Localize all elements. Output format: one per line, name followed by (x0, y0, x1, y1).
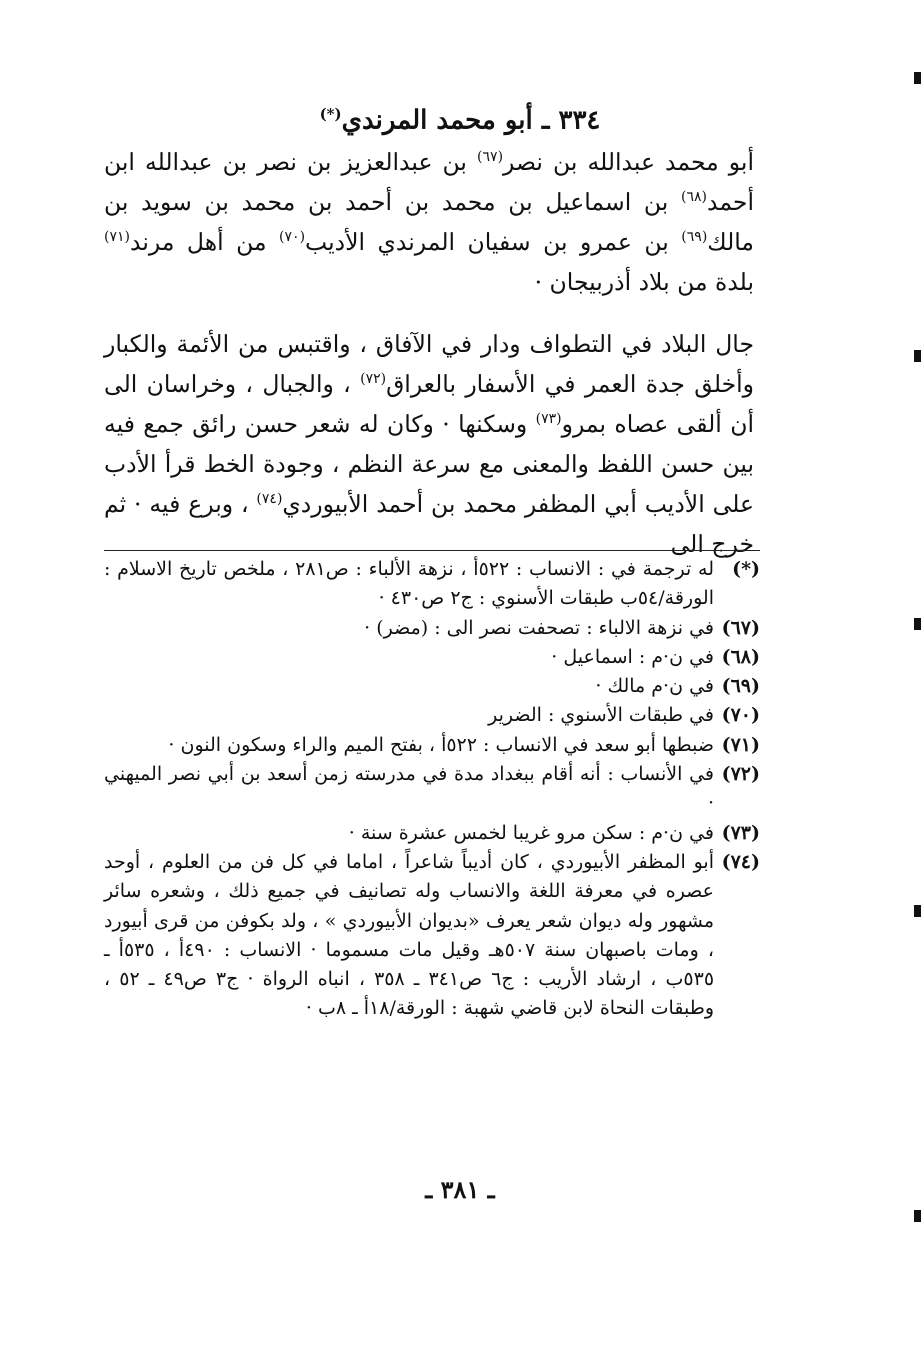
footnote-item (104, 701, 760, 730)
footnote-number: (٦٩) (721, 675, 760, 698)
paragraph-text-run: من أهل مرند (129, 228, 280, 256)
binding-edge-mark (914, 1210, 921, 1222)
paragraph-text-run: بن عبدالعزيز بن نصر بن عبدالله ابن أحمد (104, 148, 754, 216)
footnote-item (104, 672, 760, 701)
footnote-text: في ن·م : سكن مرو غريبا لخمس عشرة سنة · (348, 821, 714, 844)
paragraph-text-run: ، والجبال ، وخراسان الى أن ألقى عصاه بمرو (104, 370, 754, 438)
paragraph-text-run: وسكنها · وكان له شعر حسن رائق جمع فيه بين حسن اللفظ والمعنى مع سرعة النظم ، وجودة الخط قرأ الأدب على الأديب أبي المظفر محمد بن أحمد الأبيوردي (104, 410, 754, 518)
biography-paragraph-travels (104, 324, 754, 564)
binding-edge-mark (914, 72, 921, 84)
paragraph-text-run: بلدة من بلاد أذربيجان · (534, 268, 754, 296)
footnote-item (104, 643, 760, 672)
binding-edge-mark (914, 905, 921, 917)
footnote-text: له ترجمة في : الانساب : ٥٢٢أ ، نزهة الألباء : ص٢٨١ ، ملخص تاريخ الاسلام : الورقة/٥٤ب طبقات الأسنوي : ج٢ ص٤٣٠ · (104, 558, 714, 610)
footnote-number: (٧١) (721, 733, 760, 756)
footnote-text: في نزهة الالباء : تصحفت نصر الى : (مضر) · (364, 616, 714, 639)
binding-edge-mark (914, 350, 921, 362)
footnote-reference: (٧٤) (256, 491, 283, 508)
footnote-reference: (٦٨) (681, 189, 708, 206)
biography-paragraph-lineage (104, 142, 754, 302)
footnote-item (104, 848, 760, 1024)
footnote-item (104, 760, 760, 819)
entry-title-marker: (*) (319, 105, 342, 123)
footnote-item (104, 731, 760, 760)
paragraph-text-run: ، وبرع فيه · ثم خرج الى (104, 490, 754, 558)
footnote-number: (*) (732, 558, 760, 580)
paragraph-text-run: جال البلاد في التطواف ودار في الآفاق ، واقتبس من الأئمة والكبار وأخلق جدة العمر في الأسفار بالعراق (104, 330, 755, 398)
footnote-number: (٧٢) (721, 763, 760, 786)
footnote-separator (104, 550, 760, 551)
footnote-text: في طبقات الأسنوي : الضرير (488, 704, 714, 727)
footnote-reference: (٧٣) (535, 411, 562, 428)
footnote-text: في ن·م : اسماعيل · (551, 645, 714, 668)
footnote-reference: (٧٠) (279, 229, 306, 246)
footnote-reference: (٧١) (104, 229, 130, 246)
footnote-number: (٧٤) (721, 850, 760, 873)
footnote-text: في ن·م مالك · (595, 675, 714, 698)
entry-heading (150, 96, 770, 139)
footnote-item (104, 555, 760, 614)
footnote-reference: (٧٢) (360, 371, 387, 388)
footnote-number: (٦٧) (721, 616, 760, 639)
footnote-item (104, 819, 760, 848)
binding-edge-mark (914, 618, 921, 630)
footnote-number: (٧٠) (721, 704, 760, 727)
page-number: ـ ٣٨١ ـ (425, 1175, 495, 1204)
footnote-reference: (٦٧) (477, 149, 504, 166)
paragraph-text-run: أبو محمد عبدالله بن نصر (503, 148, 755, 176)
footnote-reference: (٦٩) (681, 229, 708, 246)
paragraph-text-run: بن عمرو بن سفيان المرندي الأديب (305, 228, 682, 256)
footnote-text: ضبطها أبو سعد في الانساب : ٥٢٢أ ، بفتح الميم والراء وسكون النون · (168, 733, 714, 756)
footnote-number: (٧٣) (721, 821, 760, 844)
entry-title: ٣٣٤ ـ أبو محمد المرندي (341, 105, 601, 136)
footnotes-list (104, 555, 760, 1024)
footnote-item (104, 614, 760, 643)
footnote-number: (٦٨) (721, 645, 760, 668)
footnote-text: أبو المظفر الأبيوردي ، كان أديباً شاعراً ، اماما في كل فن من العلوم ، أوحد عصره في معرفة اللغة والانساب وله تصانيف في جميع ذلك ، وشعره سائر مشهور وله ديوان شعر يعرف «بديوان الأبيوردي » ، ولد بكوفن من قرى أبيورد ، ومات باصبهان سنة ٥٠٧هـ وقيل مات مسموما · الانساب : ٤٩٠أ ، ٥٣٥أ ـ ٥٣٥ب ، ارشاد الأريب : ج٦ ص٣٤١ ـ ٣٥٨ ، انباه الرواة · ج٣ ص٤٩ ـ ٥٢ ، وطبقات النحاة لابن قاضي شهبة : الورقة/١٨أ ـ ٨ب · (104, 850, 715, 1020)
footnote-text: في الأنساب : أنه أقام ببغداد مدة في مدرسته زمن أسعد بن أبي نصر الميهني · (104, 763, 714, 815)
paragraph-text-run: بن اسماعيل بن محمد بن أحمد بن محمد بن سويد بن مالك (104, 188, 754, 256)
